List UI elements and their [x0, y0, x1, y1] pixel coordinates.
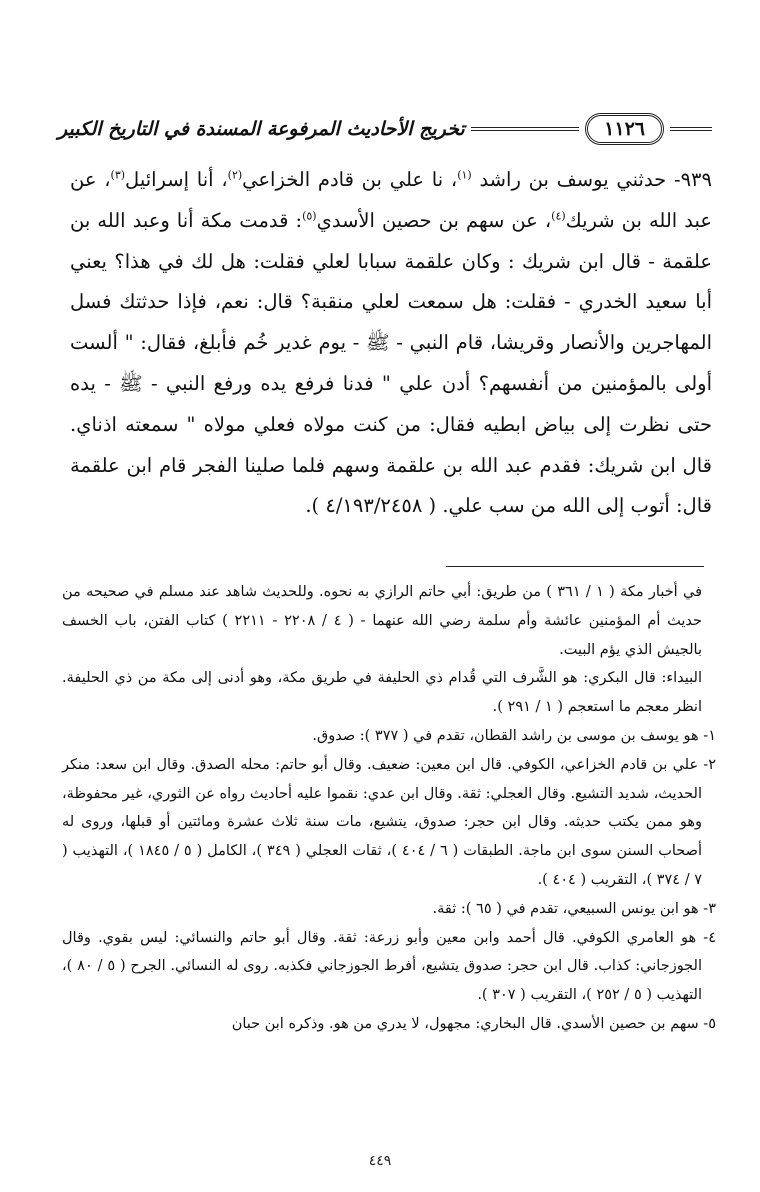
hadith-text-1: حدثني يوسف بن راشد — [471, 168, 674, 191]
hadith-body — [70, 160, 712, 527]
footnote-1: ١- هو يوسف بن موسى بن راشد القطان، تقدم في ( ٣٧٧ ): صدوق. — [312, 727, 716, 744]
footnote-divider — [446, 566, 704, 567]
footnote-3: ٣- هو ابن يونس السبيعي، تقدم في ( ٦٥ ): ثقة. — [432, 900, 716, 917]
footnote-ref-3: (٣) — [110, 168, 126, 182]
header-rule-right — [670, 127, 712, 131]
page-header — [58, 112, 718, 146]
running-title: تخريج الأحاديث المرفوعة المسندة في التاريخ الكبير — [58, 118, 465, 140]
page-footer-number: ٤٤٩ — [368, 1153, 392, 1169]
footnotes — [62, 578, 716, 1039]
hadith-paragraph — [70, 160, 712, 527]
page-number-badge: ١١٢٦ — [585, 113, 664, 145]
footnote-ref-1: (١) — [457, 168, 472, 182]
footnote-4: ٤- هو العامري الكوفي. قال أحمد وابن معين وأبو زرعة: ثقة. وقال أبو حاتم والنسائي: ليس بقوي. وقال الجوزجاني: كذاب. قال ابن حجر: صدوق يتشيع، أفرط الجوزجاني فكذبه. روى له النسائي. الجرح ( ٥ / ٨٠ )، التهذيب ( ٥ / ٢٥٢ )، التقريب ( ٣٠٧ ). — [62, 929, 716, 1004]
hadith-text-3: ، أنا إسرائيل — [125, 168, 228, 191]
footnote-5: ٥- سهم بن حصين الأسدي. قال البخاري: مجهول، لا يدري من هو. وذكره ابن حبان — [231, 1015, 716, 1032]
footnote-continuation-1: في أخبار مكة ( ١ / ٣٦١ ) من طريق: أبي حاتم الرازي به نحوه. وللحديث شاهد عند مسلم في صحيحه من حديث أم المؤمنين عائشة وأم سلمة رضي الله عنهما - ( ٤ / ٢٢٠٨ - ٢٢١١ ) كتاب الفتن، باب الخسف بالجيش الذي يؤم البيت. — [62, 584, 703, 658]
footnote-continuation-2: البيداء: قال البكري: هو الشَّرف التي قُدام ذي الحليفة في طريق مكة، وهو أدنى إلى مكة من ذي الحليفة. انظر معجم ما استعجم ( ١ / ٢٩١ ). — [62, 670, 702, 716]
footnote-ref-4: (٤) — [551, 209, 566, 223]
hadith-number: ٩٣٩- — [673, 168, 712, 191]
hadith-text-4: ، عن عبد الله بن شريك — [70, 168, 712, 232]
footnote-ref-5: (٥) — [302, 209, 317, 223]
footnote-ref-2: (٢) — [227, 168, 243, 182]
hadith-text-5: ، عن سهم بن حصين الأسدي — [316, 208, 552, 232]
hadith-text-2: ، نا علي بن قادم الخزاعي — [242, 168, 458, 191]
header-rule-middle — [471, 127, 579, 131]
hadith-text-6: : قدمت مكة أنا وعبد الله بن علقمة - قال ابن شريك : وكان علقمة سبابا لعلي فقلت: هل لك في هذا؟ يعني أبا سعيد الخدري - فقلت: هل سمعت لعلي منقبة؟ قال: نعم، فإذا حدثتك فسل المهاجرين والأنصار وقريشا، قام النبي - ﷺ - يوم غدير خُم فأبلغ، فقال: " ألست أولى بالمؤمنين من أنفسهم؟ أدن علي " فدنا فرفع يده ورفع النبي - ﷺ - يده حتى نظرت إلى بياض ابطيه فقال: من كنت مولاه فعلي مولاه " سمعته اذناي. قال ابن شريك: فقدم عبد الله بن علقمة وسهم فلما صلينا الفجر قام ابن علقمة قال: أتوب إلى الله من سب علي. ( ٤/١٩٣/٢٤٥٨ ). — [70, 208, 712, 518]
footnote-2: ٢- علي بن قادم الخزاعي، الكوفي. قال ابن معين: ضعيف. وقال أبو حاتم: محله الصدق. وقال ابن سعد: منكر الحديث، شديد التشيع. وقال العجلي: ثقة. وقال ابن عدي: نقموا عليه أحاديث رواه عن الثوري، غير محفوظة، وهو ممن يكتب حديثه. وقال ابن حجر: صدوق، يتشيع، مات سنة ثلاث عشرة ومائتين أو قبلها، وروى له أصحاب السنن سوى ابن ماجة. الطبقات ( ٦ / ٤٠٤ )، ثقات العجلي ( ٣٤٩ )، الكامل ( ٥ / ١٨٤٥ )، التهذيب ( ٧ / ٣٧٤ )، التقريب ( ٤٠٤ ). — [62, 756, 716, 888]
